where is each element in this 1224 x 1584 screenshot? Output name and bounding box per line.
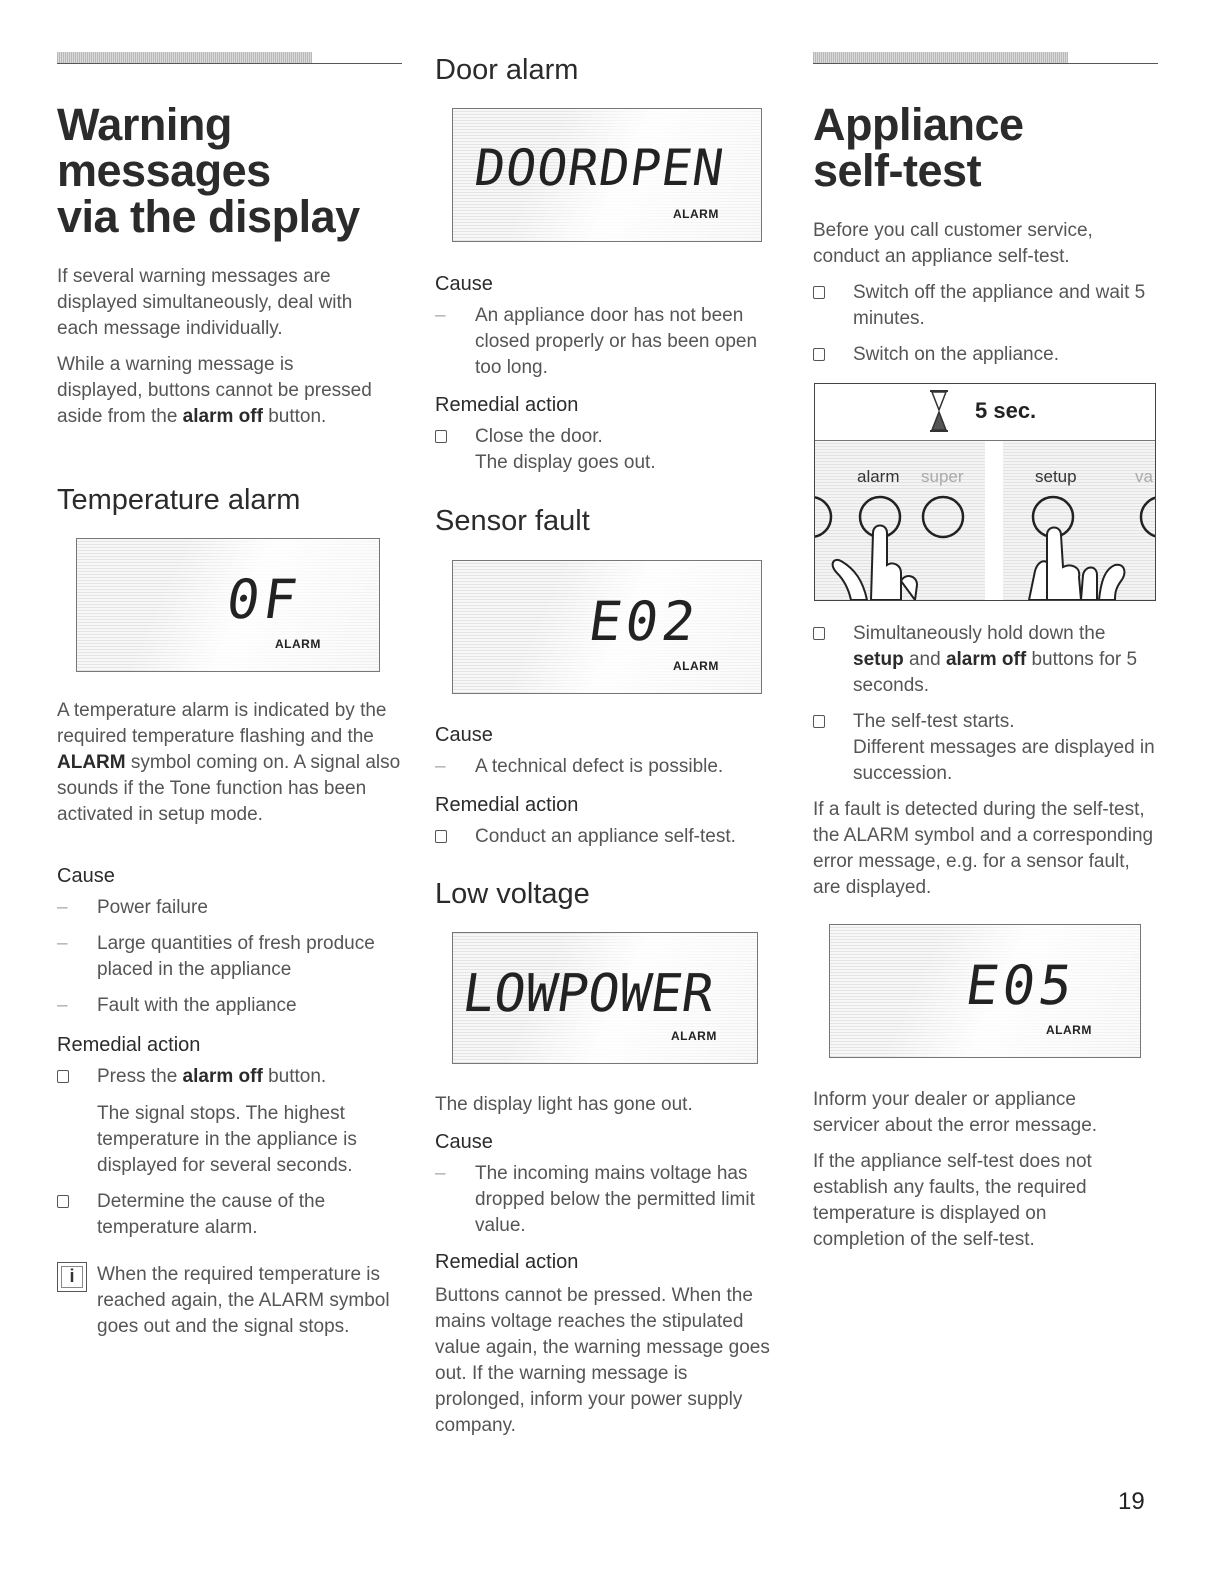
low-voltage-remedial-text: Buttons cannot be pressed. When the mains voltage reaches the stipulated value again, the warning message goes out. If the warning message is prolonged, inform your power supply company. [435,1285,770,1436]
display-alarm-symbol: ALARM [1046,1023,1092,1037]
fault-detected-text: If a fault is detected during the self-test, the ALARM symbol and a corresponding error message, e.g. for a sensor fault, are displayed. [813,799,1154,898]
sensor-fault-heading: Sensor fault [435,505,590,537]
control-panel [815,441,1155,600]
hourglass-icon [927,388,951,434]
door-alarm-heading: Door alarm [435,54,579,86]
title-line: self-test [813,145,982,196]
remedial-steps [57,1064,402,1100]
list-item: – Power failure [57,895,402,921]
self-test-steps [813,621,1158,797]
remedial-steps [57,1189,402,1251]
remedial-steps [435,824,780,860]
right-hand-icon [1029,528,1124,601]
no-fault-text: If the appliance self-test does not establish any faults, the required temperature is displayed on completion of the self-test. [813,1151,1092,1250]
list-item: – Large quantities of fresh produce placed in the appliance [57,931,402,983]
list-item: Switch off the appliance and wait 5 minutes. [813,280,1158,332]
step-note: The signal stops. The highest temperature in the appliance is displayed for several seconds. [97,1103,357,1176]
display-segments: DOORDPEN [470,139,728,197]
sensor-fault-display [452,560,762,694]
cause-list [435,1161,780,1249]
list-item: – The incoming mains voltage has dropped below the permitted limit value. [435,1161,780,1239]
panel-buttons-drawing [815,441,1155,600]
list-item: – A technical defect is possible. [435,754,780,780]
remedial-action-label: Remedial action [57,1034,201,1056]
checkbox-bullet-icon [435,830,447,843]
checkbox-bullet-icon [813,286,825,299]
inform-dealer-text: Inform your dealer or appliance servicer about the error message. [813,1089,1098,1136]
intro-paragraph: If several warning messages are displayed simultaneously, deal with each message individually. [57,266,353,339]
low-voltage-display [452,932,758,1064]
display-alarm-symbol: ALARM [275,637,321,651]
error-message-display [829,924,1141,1058]
title-line: Appliance [813,99,1024,150]
checkbox-bullet-icon [813,348,825,361]
list-item: Close the door. The display goes out. [435,424,780,476]
display-segments: E02 [584,590,704,653]
info-note-text: When the required temperature is reached again, the ALARM symbol goes out and the signal stops. [97,1264,390,1337]
section-rule [57,52,402,64]
info-icon: i [57,1262,87,1292]
cause-label: Cause [57,865,115,887]
low-voltage-description: The display light has gone out. [435,1094,693,1115]
list-item: Simultaneously hold down the setup and alarm off buttons for 5 seconds. [813,621,1158,699]
display-segments: E05 [961,954,1081,1017]
list-item: Switch on the appliance. [813,342,1158,368]
remedial-action-label: Remedial action [435,394,579,416]
remedial-action-label: Remedial action [435,794,579,816]
remedial-action-label: Remedial action [435,1251,579,1273]
temperature-alarm-heading: Temperature alarm [57,484,301,516]
section-title [813,99,1024,196]
self-test-intro: Before you call customer service, conduct an appliance self-test. [813,220,1093,267]
list-item: – An appliance door has not been closed properly or has been open too long. [435,303,780,381]
button-circle-icon [815,497,831,537]
super-button-icon [923,497,963,537]
display-alarm-symbol: ALARM [673,207,719,221]
button-circle-icon [1141,497,1155,537]
info-note [57,1262,402,1340]
temperature-alarm-description: A temperature alarm is indicated by the required temperature flashing and the ALARM symbol coming on. A signal also sounds if the Tone function has been activated in setup mode. [57,700,401,825]
cause-list [435,303,780,391]
cause-label: Cause [435,273,493,295]
checkbox-bullet-icon [435,430,447,443]
title-line: messages [57,145,271,196]
list-item: – Fault with the appliance [57,993,402,1019]
display-alarm-symbol: ALARM [671,1029,717,1043]
door-alarm-display [452,108,762,242]
cause-label: Cause [435,1131,493,1153]
duration-label: 5 sec. [975,398,1037,423]
setup-button-label: setup [1035,467,1077,486]
cause-list [57,895,402,1029]
cause-label: Cause [435,724,493,746]
temperature-alarm-display [76,538,380,672]
title-line: via the display [57,191,360,242]
cause-list [435,754,780,790]
list-item: Conduct an appliance self-test. [435,824,780,850]
display-segments: LOWPOWER [458,964,718,1024]
remedial-steps [435,424,780,486]
figure-header [815,384,1155,441]
alarm-button-label: alarm [857,467,900,486]
buttons-note-paragraph: While a warning message is displayed, buttons cannot be pressed aside from the alarm off button. [57,354,372,427]
left-hand-icon [833,526,917,601]
list-item: Determine the cause of the temperature alarm. [57,1189,402,1241]
self-test-steps [813,280,1158,378]
self-test-button-figure [814,383,1156,601]
list-item: The self-test starts. Different messages are displayed in succession. [813,709,1158,787]
section-rule [813,52,1158,64]
edge-button-label: va [1135,467,1153,486]
super-button-label: super [921,467,964,486]
page-title [57,99,360,242]
low-voltage-heading: Low voltage [435,878,590,910]
checkbox-bullet-icon [813,627,825,640]
page-number: 19 [1118,1488,1145,1515]
display-segments: 0F [222,568,305,631]
title-line: Warning [57,99,232,150]
display-alarm-symbol: ALARM [673,659,719,673]
checkbox-bullet-icon [813,715,825,728]
list-item: Press the alarm off button. [57,1064,402,1090]
checkbox-bullet-icon [57,1195,69,1208]
checkbox-bullet-icon [57,1070,69,1083]
